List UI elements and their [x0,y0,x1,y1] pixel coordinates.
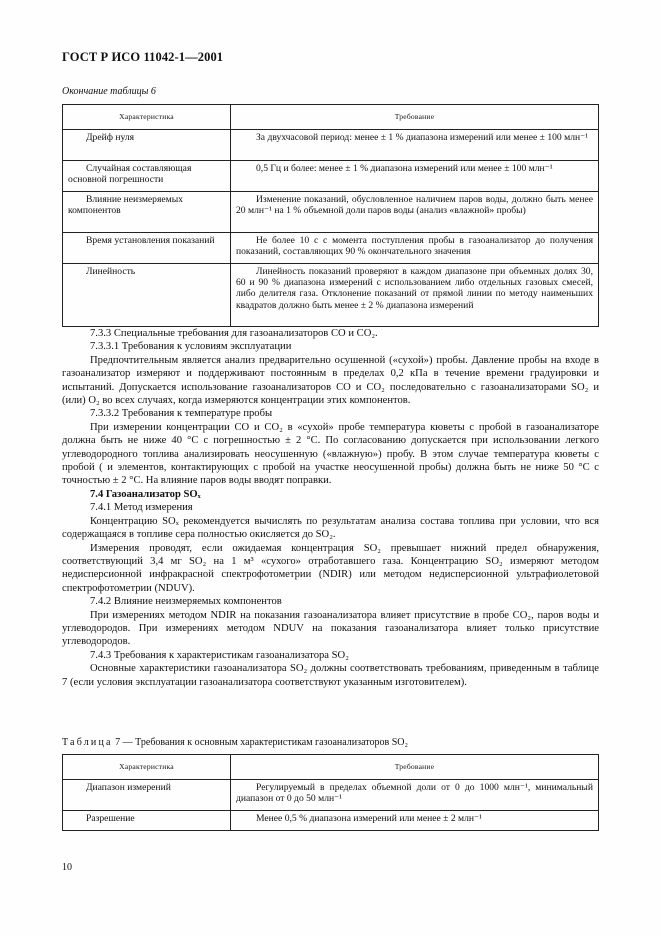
table-row [63,780,599,811]
column-header-requirement: Требование [231,755,599,780]
subsection-heading: 7.4.3 Требования к характеристикам газоанализатора SO₂ [90,649,349,661]
table7-caption-text: 7 — Требования к основным характеристикам газоанализаторов SO₂ [115,737,408,748]
subsection-heading: 7.3.3.2 Требования к температуре пробы [90,408,273,420]
table7-caption [62,737,408,748]
table-row [63,811,599,831]
table-row [63,130,599,161]
table-row [63,233,599,264]
paragraph: Измерения проводят, если ожидаемая концентрация SO₂ превышает нижний предел обнаружения, соответствующий 3,4 мг SO₂ на 1 м³ «сухого» отработавшего газа. Концентрацию SO₂ измеряют методом недисперсионной инфракрасной спектрофотометрии (NDIR) или методом недисперсионной ультрафиолетовой спектрофотометрии (NDUV). [62,542,599,594]
cell-characteristic: Разрешение [63,811,231,831]
table-row [63,264,599,327]
cell-requirement: Линейность показаний проверяют в каждом диапазоне при объемных долях 30, 60 и 90 % диапазона измерений с использованием либо отдельных газовых смесей, либо делителя газа. Отклонение показаний от прямой линии по методу наименьших квадратов должно быть менее ± 2 % диапазона измерений [231,264,599,327]
table-row [63,161,599,192]
subsection-heading: 7.4.1 Метод измерения [90,502,193,514]
cell-characteristic: Диапазон измерений [63,780,231,811]
column-header-requirement: Требование [231,105,599,130]
paragraph: Предпочтительным является анализ предварительно осушенной («сухой») пробы. Давление пробы на входе в газоанализатор измеряют и поддерживают постоянным в пределах 0,2 кПа в течение времени градуировки и испытаний. Допускается использование газоанализаторов CO и CO₂ последовательно с газоанализаторами SO₂ и (или) O₂ во всех случаях, когда измеряются концентрации этих компонентов. [62,354,599,407]
table-7 [62,754,599,831]
cell-requirement: Не более 10 с с момента поступления пробы в газоанализатор до получения показаний, составляющих 90 % окончательного значения [231,233,599,264]
paragraph: При измерении концентрации CO и CO₂ в «сухой» пробе температура кюветы с пробой в газоанализаторе должна быть не ниже 40 °С с погрешностью ± 2 °С. По согласованию допускается при использовании легкого углеводородного топлива анализировать неосушенную («влажную») пробу. В этом случае температура кюветы с пробой ( и элементов, контактирующих с пробой на участке неосушенной пробы) должна быть не ниже 50 °С с точностью ± 2 °С. На влияние паров воды вводят поправки. [62,421,599,487]
subsection-heading: 7.3.3.1 Требования к условиям эксплуатации [90,341,292,353]
column-header-characteristic: Характеристика [63,755,231,780]
table-row [63,192,599,233]
table7-caption-label: Таблица [62,737,113,748]
cell-characteristic: Влияние неизмеряемых компонентов [63,192,231,233]
table-6 [62,104,599,327]
cell-characteristic: Дрейф нуля [63,130,231,161]
cell-requirement: Изменение показаний, обусловленное наличием паров воды, должно быть менее 20 млн⁻¹ на 1 % объемной доли паров воды (анализ «влажной» пробы) [231,192,599,233]
cell-requirement: 0,5 Гц и более: менее ± 1 % диапазона измерений или менее ± 100 млн⁻¹ [231,161,599,192]
table-header-row [63,105,599,130]
table-header-row [63,755,599,780]
cell-requirement: За двухчасовой период: менее ± 1 % диапазона измерений или менее ± 100 млн⁻¹ [231,130,599,161]
page-number: 10 [62,862,72,873]
paragraph: При измерениях методом NDIR на показания газоанализатора влияет присутствие в пробе CO₂, паров воды и углеводородов. При измерениях методом NDUV на показания газоанализатора влияет только присутствие углеводородов. [62,609,599,648]
paragraph: Основные характеристики газоанализатора SO₂ должны соответствовать требованиям, приведенным в таблице 7 (если условия эксплуатации газоанализатора соответствуют указанным изготовителем). [62,663,599,688]
column-header-characteristic: Характеристика [63,105,231,130]
cell-requirement: Регулируемый в пределах объемной доли от 0 до 1000 млн⁻¹, минимальный диапазон от 0 до 50 млн⁻¹ [231,780,599,811]
cell-characteristic: Время установления показаний [63,233,231,264]
document-header: ГОСТ Р ИСО 11042-1—2001 [62,50,224,64]
cell-characteristic: Случайная составляющая основной погрешности [63,161,231,192]
table6-caption: Окончание таблицы 6 [62,86,156,97]
section-heading: 7.3.3 Специальные требования для газоанализаторов CO и CO₂. [90,328,378,339]
subsection-heading: 7.4.2 Влияние неизмеряемых компонентов [90,596,282,608]
paragraph: Концентрацию SOₓ рекомендуется вычислять по результатам анализа состава топлива при условии, что вся содержащаяся в топливе сера полностью окисляется до SO₂. [62,515,599,541]
cell-requirement: Менее 0,5 % диапазона измерений или менее ± 2 млн⁻¹ [231,811,599,831]
cell-characteristic: Линейность [63,264,231,327]
section-heading-bold: 7.4 Газоанализатор SOₓ [90,488,201,500]
body-text [62,327,599,689]
